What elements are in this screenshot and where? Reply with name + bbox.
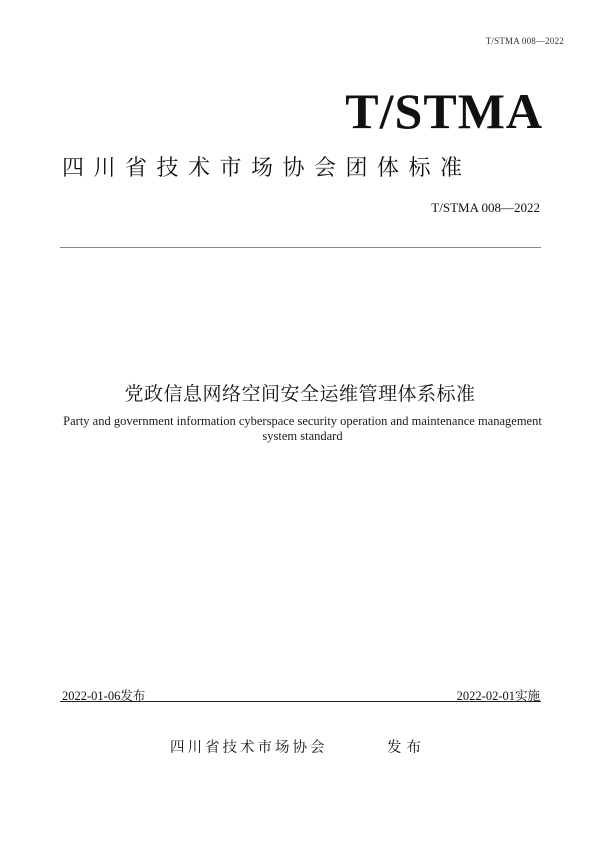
bottom-divider (60, 701, 541, 702)
publish-label: 发布 (387, 740, 426, 756)
publisher-name: 四川省技术市场协会 (170, 740, 328, 756)
standard-number: T/STMA 008—2022 (431, 200, 540, 215)
document-title-english: Party and government information cyberspace security operation and maintenance management system standard (63, 414, 542, 443)
implementation-date: 2022-02-01实施 (456, 689, 540, 703)
header-standard-code: T/STMA 008—2022 (485, 36, 564, 46)
organization-standard-title: 四川省技术市场协会团体标准 (62, 156, 472, 181)
issue-date: 2022-01-06发布 (62, 689, 146, 703)
standard-code-logo: T/STMA (345, 83, 543, 139)
document-title-chinese: 党政信息网络空间安全运维管理体系标准 (124, 383, 476, 405)
top-divider (60, 247, 541, 248)
